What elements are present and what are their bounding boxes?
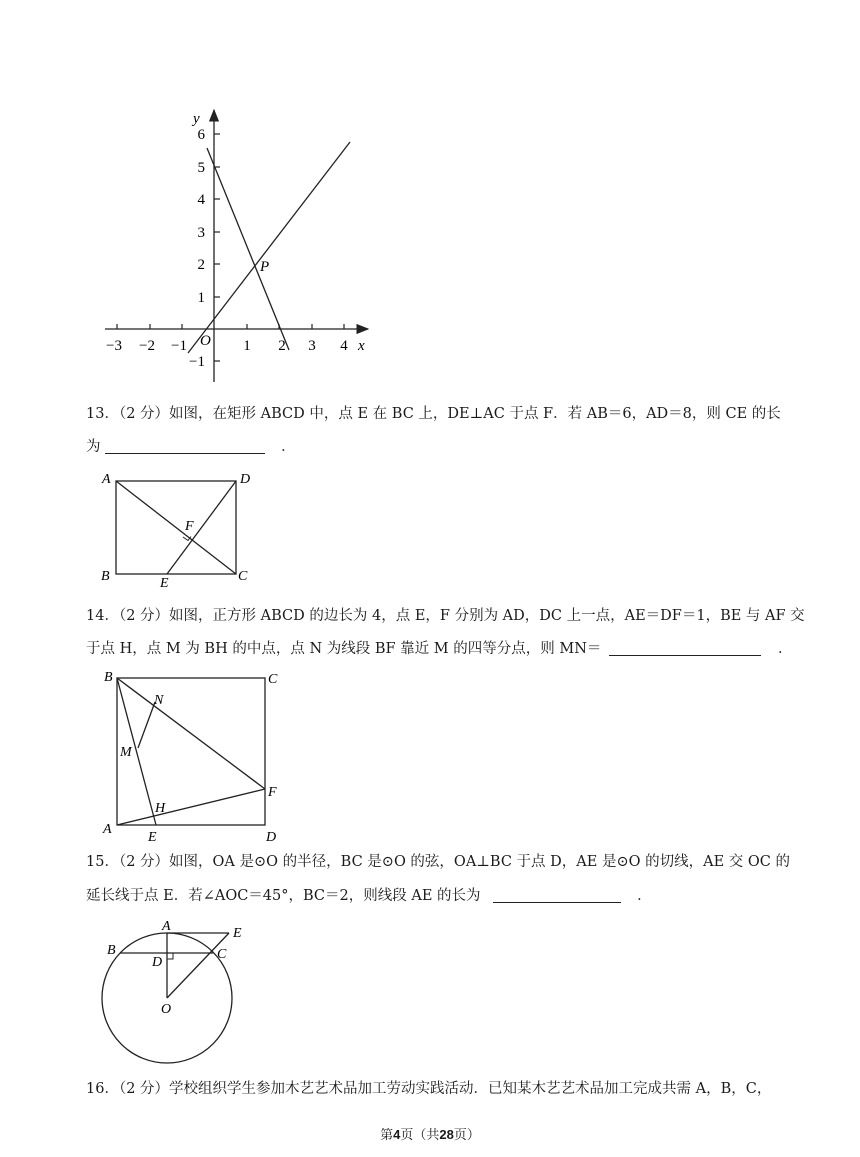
question-text: 如图，正方形 ABCD 的边长为 4，点 E，F 分别为 AD，DC 上一点，AE＝DF＝1，BE 与 AF 交 bbox=[169, 608, 805, 624]
point-a-label: A bbox=[162, 919, 171, 934]
question-14-line2 bbox=[86, 638, 793, 660]
question-text: ． bbox=[778, 641, 793, 657]
question-15-line2 bbox=[86, 885, 652, 907]
y-tick-label: 2 bbox=[197, 257, 205, 273]
question-text: 为 bbox=[86, 439, 101, 455]
vertex-b-label: B bbox=[101, 569, 110, 584]
current-page-number: 4 bbox=[393, 1127, 401, 1142]
point-e-label: E bbox=[148, 830, 157, 845]
question-16-line1 bbox=[86, 1078, 771, 1100]
y-tick-label: 1 bbox=[197, 290, 205, 306]
footer-text: 页（共 bbox=[400, 1128, 440, 1143]
question-15-line1 bbox=[86, 851, 790, 873]
line-decreasing bbox=[207, 148, 289, 350]
question-number: 13． bbox=[86, 406, 119, 422]
answer-blank[interactable] bbox=[609, 639, 761, 656]
y-axis-label: y bbox=[193, 111, 200, 127]
x-tick-label: −2 bbox=[139, 338, 155, 354]
question-text: 延长线于点 E．若∠AOC＝45°，BC＝2，则线段 AE 的长为 bbox=[86, 888, 481, 904]
question-points: （2 分） bbox=[118, 608, 170, 624]
x-axis-label: x bbox=[358, 338, 365, 354]
vertex-a-label: A bbox=[103, 822, 112, 837]
center-o-label: O bbox=[161, 1002, 172, 1017]
point-n-label: N bbox=[154, 693, 164, 708]
footer-text: 页） bbox=[453, 1128, 480, 1143]
vertex-b-label: B bbox=[104, 670, 113, 685]
x-tick-label: 1 bbox=[243, 338, 251, 354]
vertex-d-label: D bbox=[266, 830, 277, 845]
question-text: 如图，OA 是⊙O 的半径，BC 是⊙O 的弦，OA⊥BC 于点 D，AE 是⊙O 的切线，AE 交 OC 的 bbox=[169, 854, 790, 870]
square-figure bbox=[95, 665, 290, 845]
question-14-line1 bbox=[86, 605, 805, 627]
y-tick-label: 6 bbox=[197, 127, 205, 143]
question-points: （2 分） bbox=[118, 854, 170, 870]
origin-label: O bbox=[200, 333, 211, 349]
question-13-line1 bbox=[86, 403, 781, 425]
question-number: 14． bbox=[86, 608, 119, 624]
point-f-label: F bbox=[185, 519, 194, 534]
total-pages-number: 28 bbox=[439, 1127, 454, 1142]
point-h-label: H bbox=[155, 801, 166, 816]
point-e-label: E bbox=[160, 576, 169, 590]
vertex-c-label: C bbox=[268, 672, 278, 687]
question-text: ． bbox=[281, 439, 296, 455]
question-text: 学校组织学生参加木艺艺术品加工劳动实践活动．已知某木艺艺术品加工完成共需 A，B，C， bbox=[169, 1081, 772, 1097]
point-p-label: P bbox=[260, 259, 270, 275]
x-tick-label: −1 bbox=[171, 338, 187, 354]
x-tick-label: 4 bbox=[340, 338, 348, 354]
point-m-label: M bbox=[120, 745, 132, 760]
x-tick-label: −3 bbox=[106, 338, 122, 354]
question-text: 于点 H，点 M 为 BH 的中点，点 N 为线段 BF 靠近 M 的四等分点，则 MN＝ bbox=[86, 641, 602, 657]
answer-blank[interactable] bbox=[105, 437, 265, 454]
question-number: 16． bbox=[86, 1081, 119, 1097]
question-text: 如图，在矩形 ABCD 中，点 E 在 BC 上，DE⊥AC 于点 F．若 AB＝6，AD＝8，则 CE 的长 bbox=[169, 406, 781, 422]
line-increasing bbox=[188, 142, 350, 353]
question-13-line2 bbox=[86, 436, 296, 458]
point-b-label: B bbox=[107, 943, 116, 958]
vertex-c-label: C bbox=[238, 569, 248, 584]
page-footer bbox=[0, 1124, 860, 1143]
vertex-d-label: D bbox=[240, 472, 251, 487]
x-tick-label: 3 bbox=[308, 338, 316, 354]
point-d-label: D bbox=[152, 955, 163, 970]
answer-blank[interactable] bbox=[493, 886, 621, 903]
question-text: ． bbox=[637, 888, 652, 904]
point-f-label: F bbox=[268, 785, 277, 800]
vertex-a-label: A bbox=[102, 472, 111, 487]
footer-text: 第 bbox=[380, 1128, 394, 1143]
question-points: （2 分） bbox=[118, 1081, 170, 1097]
y-tick-label: −1 bbox=[189, 354, 205, 370]
coordinate-graph bbox=[95, 105, 385, 390]
point-c-label: C bbox=[217, 947, 227, 962]
question-number: 15． bbox=[86, 854, 119, 870]
rectangle-figure bbox=[95, 465, 265, 590]
y-tick-label: 4 bbox=[197, 192, 205, 208]
y-tick-label: 3 bbox=[197, 225, 205, 241]
y-tick-label: 5 bbox=[197, 160, 205, 176]
question-points: （2 分） bbox=[118, 406, 170, 422]
point-e-label: E bbox=[233, 926, 242, 941]
x-tick-label: 2 bbox=[278, 338, 286, 354]
circle-figure bbox=[95, 915, 260, 1070]
